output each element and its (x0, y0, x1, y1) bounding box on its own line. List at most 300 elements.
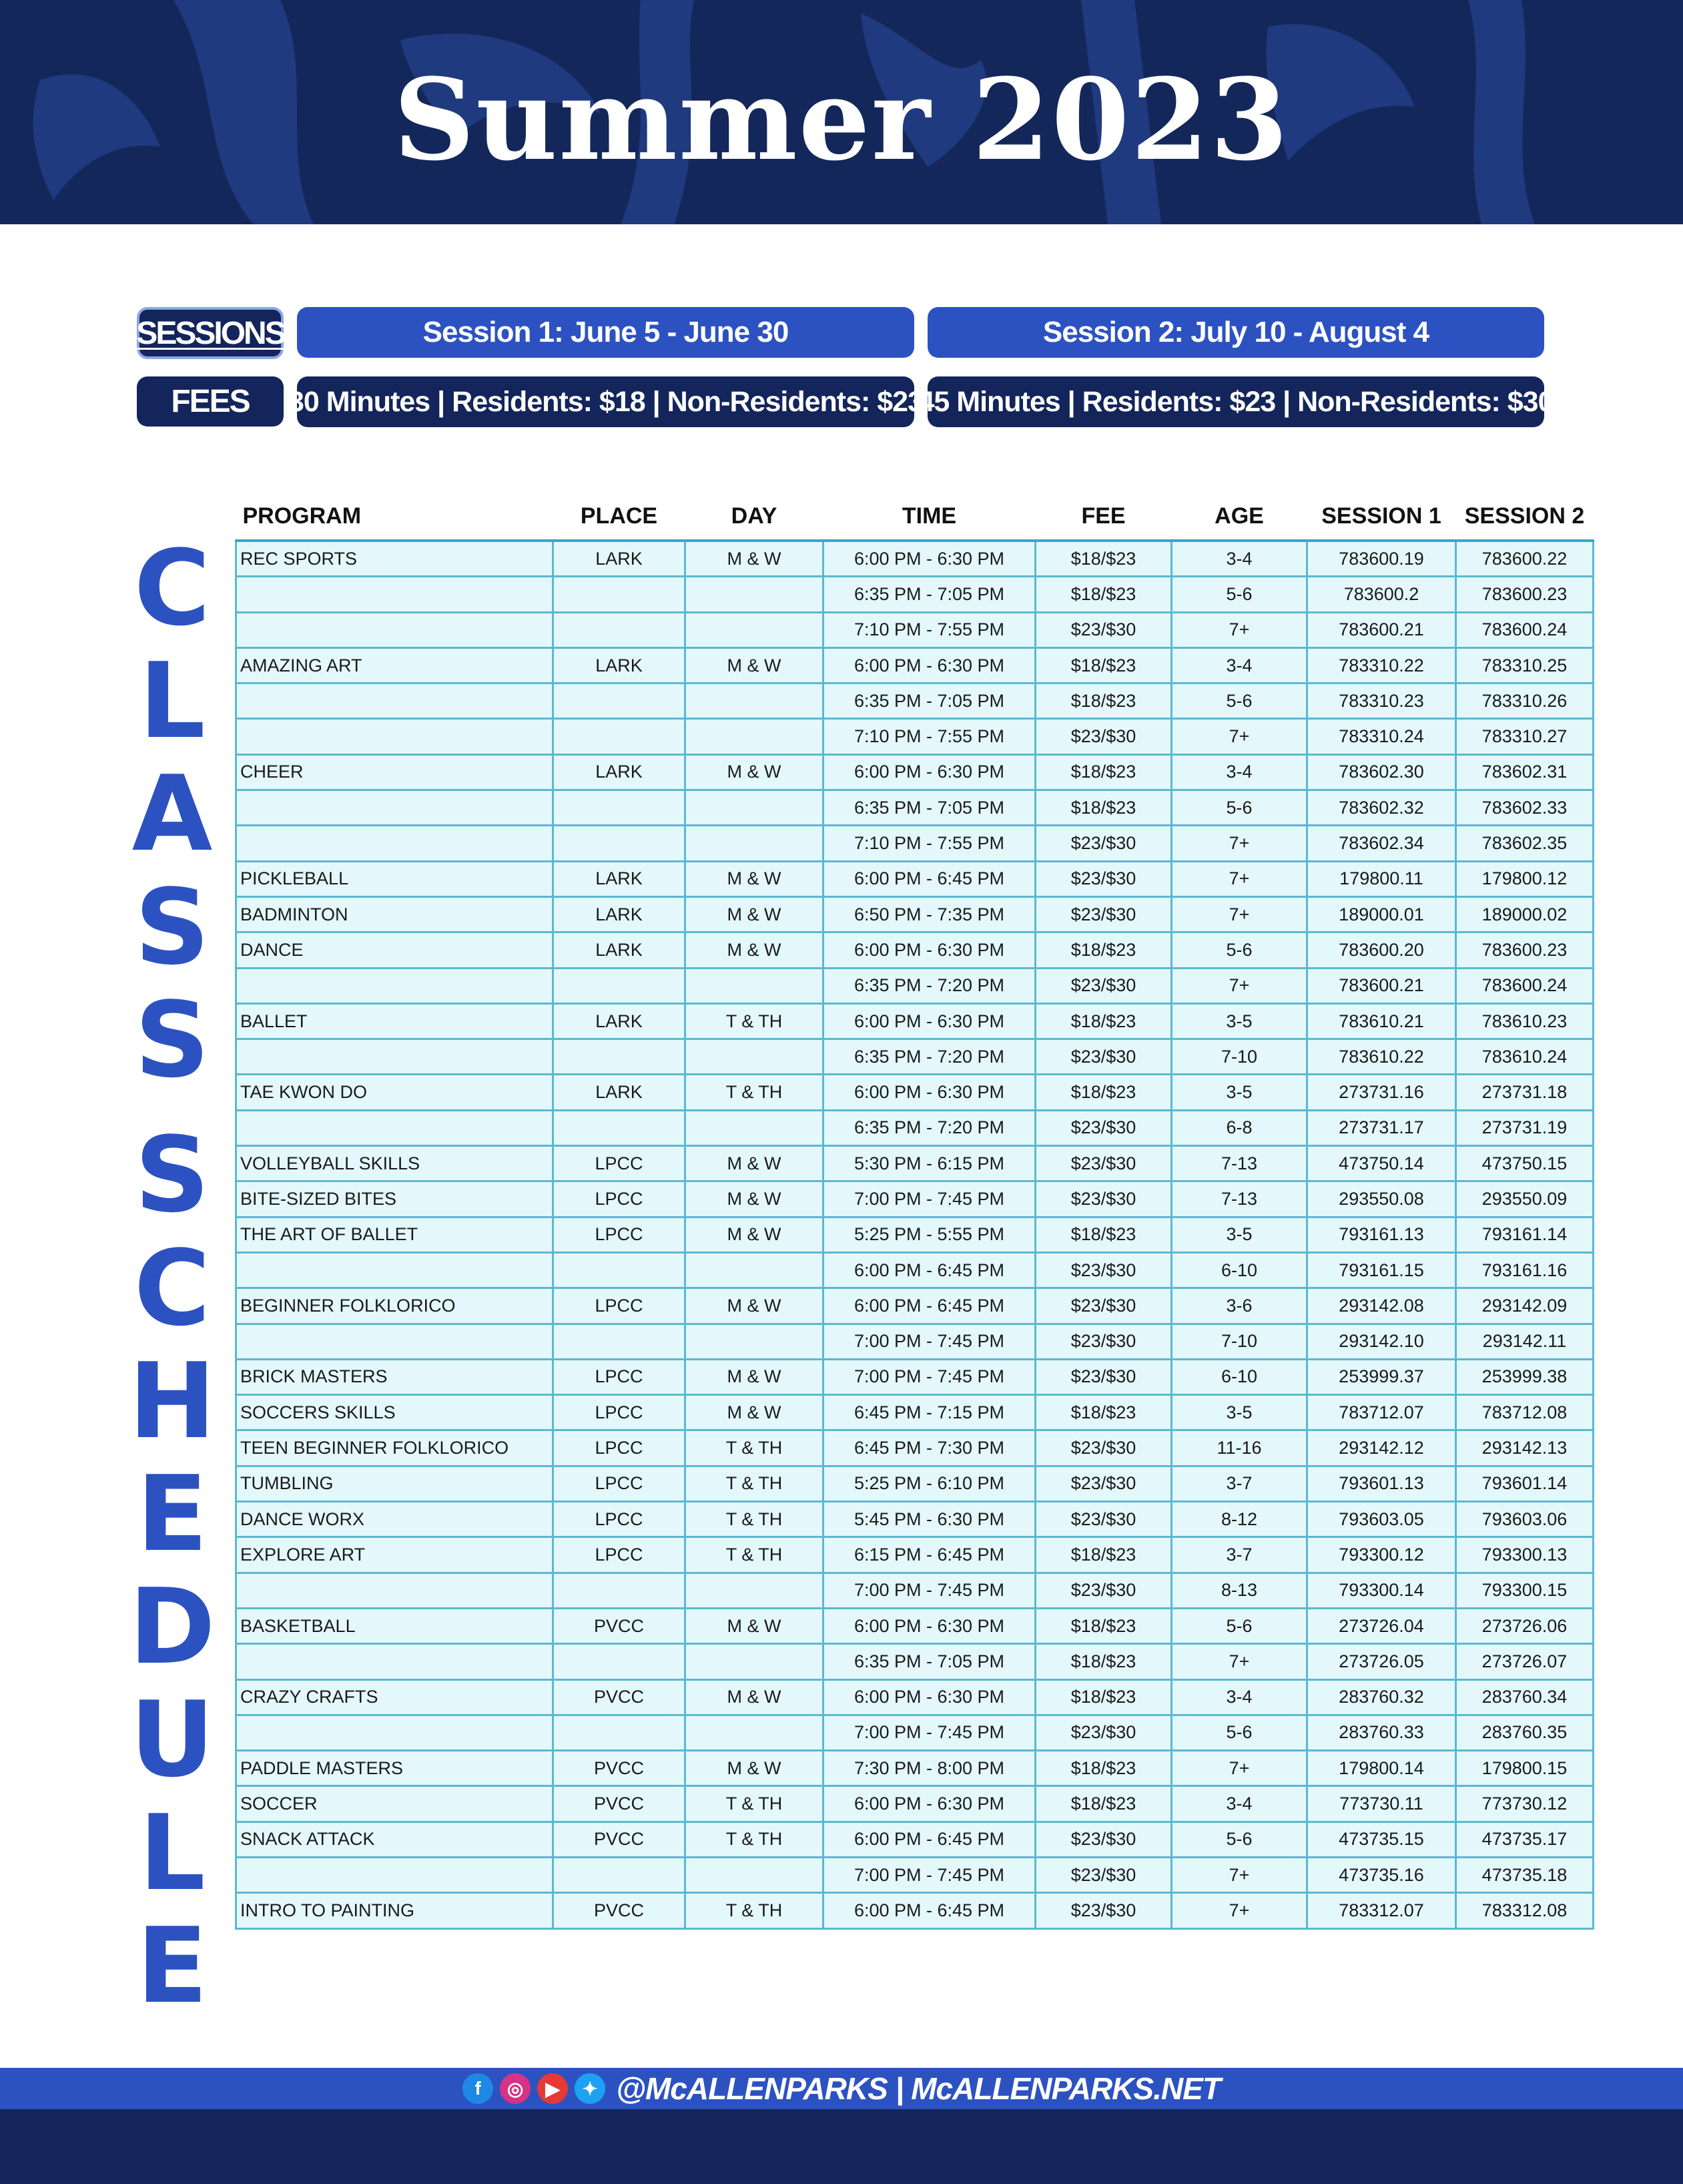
cell-age: 3-4 (1172, 1786, 1307, 1822)
cell-fee: $18/$23 (1036, 754, 1172, 790)
cell-session-1: 273726.04 (1307, 1608, 1456, 1643)
cell-place (553, 1573, 685, 1608)
vertical-title-letter: E (136, 1452, 208, 1575)
cell-session-2: 293142.13 (1456, 1430, 1594, 1466)
cell-session-2: 793300.15 (1456, 1573, 1594, 1608)
cell-session-1: 793161.15 (1307, 1252, 1456, 1288)
cell-session-2: 273726.07 (1456, 1644, 1594, 1679)
table-row (236, 968, 1594, 1003)
table-row (236, 612, 1594, 647)
cell-program: TEEN BEGINNER FOLKLORICO (236, 1430, 553, 1466)
cell-session-1: 783310.23 (1307, 684, 1456, 719)
table-row (236, 932, 1594, 968)
cell-time: 6:00 PM - 6:45 PM (823, 1893, 1036, 1928)
cell-time: 7:00 PM - 7:45 PM (823, 1359, 1036, 1394)
table-row (236, 790, 1594, 826)
cell-session-1: 793300.14 (1307, 1573, 1456, 1608)
cell-session-1: 793603.05 (1307, 1502, 1456, 1537)
cell-age: 6-10 (1172, 1252, 1307, 1288)
cell-session-2: 179800.15 (1456, 1751, 1594, 1786)
table-row (236, 1181, 1594, 1217)
cell-place: PVCC (553, 1751, 685, 1786)
cell-age: 3-4 (1172, 541, 1307, 577)
cell-age: 5-6 (1172, 790, 1307, 826)
cell-place: LARK (553, 932, 685, 968)
cell-day: M & W (685, 754, 823, 790)
cell-age: 7-10 (1172, 1324, 1307, 1359)
cell-age: 5-6 (1172, 1822, 1307, 1857)
column-header-session-2: SESSION 2 (1456, 493, 1594, 541)
cell-place: LPCC (553, 1146, 685, 1181)
cell-place: PVCC (553, 1608, 685, 1643)
cell-fee: $23/$30 (1036, 1822, 1172, 1857)
table-row (236, 826, 1594, 861)
cell-program (236, 1110, 553, 1145)
cell-place (553, 1644, 685, 1679)
cell-time: 6:00 PM - 6:30 PM (823, 932, 1036, 968)
cell-session-2: 783310.26 (1456, 684, 1594, 719)
cell-program (236, 684, 553, 719)
cell-time: 5:25 PM - 5:55 PM (823, 1217, 1036, 1252)
table-row (236, 1324, 1594, 1359)
column-header-day: DAY (685, 493, 823, 541)
cell-place: LPCC (553, 1181, 685, 1217)
cell-session-1: 773730.11 (1307, 1786, 1456, 1822)
cell-day: T & TH (685, 1430, 823, 1466)
cell-fee: $23/$30 (1036, 1857, 1172, 1892)
cell-day (685, 719, 823, 754)
cell-program: CHEER (236, 754, 553, 790)
cell-session-2: 783600.22 (1456, 541, 1594, 577)
cell-time: 6:45 PM - 7:15 PM (823, 1395, 1036, 1430)
cell-time: 6:00 PM - 6:45 PM (823, 1822, 1036, 1857)
table-row (236, 1502, 1594, 1537)
cell-session-2: 473735.18 (1456, 1857, 1594, 1892)
cell-day (685, 1715, 823, 1750)
cell-fee: $23/$30 (1036, 1573, 1172, 1608)
cell-time: 6:35 PM - 7:05 PM (823, 1644, 1036, 1679)
cell-session-1: 783600.21 (1307, 968, 1456, 1003)
cell-age: 7+ (1172, 612, 1307, 647)
cell-fee: $23/$30 (1036, 861, 1172, 896)
cell-program: VOLLEYBALL SKILLS (236, 1146, 553, 1181)
cell-program: BITE-SIZED BITES (236, 1181, 553, 1217)
table-row (236, 1751, 1594, 1786)
cell-program: SOCCERS SKILLS (236, 1395, 553, 1430)
cell-time: 5:25 PM - 6:10 PM (823, 1466, 1036, 1501)
cell-day (685, 612, 823, 647)
cell-day: T & TH (685, 1893, 823, 1928)
cell-time: 6:15 PM - 6:45 PM (823, 1537, 1036, 1573)
cell-age: 7+ (1172, 1644, 1307, 1679)
table-row (236, 1003, 1594, 1039)
vertical-title-letter: H (128, 1340, 216, 1462)
table-row (236, 754, 1594, 790)
cell-session-1: 793300.12 (1307, 1537, 1456, 1573)
cell-age: 3-7 (1172, 1466, 1307, 1501)
table-row (236, 1039, 1594, 1075)
cell-session-1: 283760.32 (1307, 1679, 1456, 1715)
table-row (236, 1537, 1594, 1573)
cell-session-1: 189000.01 (1307, 896, 1456, 932)
cell-time: 6:00 PM - 6:30 PM (823, 1003, 1036, 1039)
table-row (236, 1359, 1594, 1394)
cell-time: 6:00 PM - 6:45 PM (823, 861, 1036, 896)
cell-program: BEGINNER FOLKLORICO (236, 1288, 553, 1324)
session-2-banner: Session 2: July 10 - August 4 (928, 307, 1544, 358)
cell-place: LPCC (553, 1288, 685, 1324)
vertical-class-schedule-title (121, 527, 223, 2026)
cell-session-1: 293142.08 (1307, 1288, 1456, 1324)
column-header-program: PROGRAM (236, 493, 553, 541)
cell-session-1: 783600.2 (1307, 577, 1456, 612)
cell-place (553, 1110, 685, 1145)
cell-program: THE ART OF BALLET (236, 1217, 553, 1252)
table-row (236, 1075, 1594, 1110)
cell-time: 6:35 PM - 7:20 PM (823, 968, 1036, 1003)
cell-place (553, 968, 685, 1003)
cell-fee: $18/$23 (1036, 1679, 1172, 1715)
cell-time: 5:45 PM - 6:30 PM (823, 1502, 1036, 1537)
cell-age: 6-8 (1172, 1110, 1307, 1145)
cell-time: 7:30 PM - 8:00 PM (823, 1751, 1036, 1786)
vertical-title-letter: A (131, 753, 213, 875)
cell-time: 6:35 PM - 7:20 PM (823, 1110, 1036, 1145)
cell-time: 6:00 PM - 6:30 PM (823, 1679, 1036, 1715)
cell-age: 7+ (1172, 826, 1307, 861)
fee-30-minutes-banner: 30 Minutes | Residents: $18 | Non-Residents: $23 (297, 376, 914, 427)
cell-session-1: 293550.08 (1307, 1181, 1456, 1217)
table-body (236, 541, 1594, 1928)
table-row (236, 1252, 1594, 1288)
cell-program: CRAZY CRAFTS (236, 1679, 553, 1715)
cell-session-1: 783602.34 (1307, 826, 1456, 861)
cell-place (553, 577, 685, 612)
cell-session-1: 179800.14 (1307, 1751, 1456, 1786)
cell-day: M & W (685, 1395, 823, 1430)
cell-session-1: 783602.32 (1307, 790, 1456, 826)
cell-session-1: 793161.13 (1307, 1217, 1456, 1252)
facebook-icon[interactable]: f (462, 2073, 493, 2104)
cell-program: PADDLE MASTERS (236, 1751, 553, 1786)
cell-program (236, 719, 553, 754)
cell-day: M & W (685, 896, 823, 932)
cell-session-1: 783610.22 (1307, 1039, 1456, 1075)
cell-session-2: 783712.08 (1456, 1395, 1594, 1430)
cell-program (236, 1039, 553, 1075)
column-header-place: PLACE (553, 493, 685, 541)
class-schedule-table (235, 493, 1594, 1930)
cell-session-2: 293142.09 (1456, 1288, 1594, 1324)
cell-fee: $23/$30 (1036, 1502, 1172, 1537)
cell-age: 5-6 (1172, 1608, 1307, 1643)
cell-fee: $18/$23 (1036, 647, 1172, 683)
cell-fee: $23/$30 (1036, 1430, 1172, 1466)
cell-session-2: 253999.38 (1456, 1359, 1594, 1394)
cell-age: 3-4 (1172, 647, 1307, 683)
cell-session-1: 293142.12 (1307, 1430, 1456, 1466)
cell-day (685, 1644, 823, 1679)
cell-session-2: 293550.09 (1456, 1181, 1594, 1217)
cell-time: 6:35 PM - 7:05 PM (823, 790, 1036, 826)
cell-session-1: 283760.33 (1307, 1715, 1456, 1750)
cell-day: T & TH (685, 1537, 823, 1573)
cell-fee: $18/$23 (1036, 1751, 1172, 1786)
page-title: Summer 2023 (393, 53, 1290, 186)
cell-time: 6:00 PM - 6:30 PM (823, 1075, 1036, 1110)
cell-session-2: 783600.23 (1456, 932, 1594, 968)
cell-day: M & W (685, 647, 823, 683)
cell-place (553, 1857, 685, 1892)
table-row (236, 1786, 1594, 1822)
cell-program: AMAZING ART (236, 647, 553, 683)
cell-age: 7+ (1172, 719, 1307, 754)
footer-social-line (0, 2068, 1683, 2109)
cell-session-2: 283760.35 (1456, 1715, 1594, 1750)
cell-day: M & W (685, 1751, 823, 1786)
cell-place: LPCC (553, 1395, 685, 1430)
cell-session-2: 783600.23 (1456, 577, 1594, 612)
cell-fee: $23/$30 (1036, 612, 1172, 647)
cell-session-1: 783610.21 (1307, 1003, 1456, 1039)
cell-session-2: 273726.06 (1456, 1608, 1594, 1643)
cell-time: 6:00 PM - 6:30 PM (823, 647, 1036, 683)
cell-session-1: 253999.37 (1307, 1359, 1456, 1394)
cell-session-2: 793161.16 (1456, 1252, 1594, 1288)
cell-age: 7-13 (1172, 1146, 1307, 1181)
table-row (236, 1466, 1594, 1501)
cell-time: 6:00 PM - 6:30 PM (823, 1786, 1036, 1822)
table-row (236, 1573, 1594, 1608)
cell-day: T & TH (685, 1003, 823, 1039)
cell-program: DANCE WORX (236, 1502, 553, 1537)
cell-fee: $18/$23 (1036, 1608, 1172, 1643)
cell-session-2: 783610.24 (1456, 1039, 1594, 1075)
cell-session-2: 783310.25 (1456, 647, 1594, 683)
cell-session-2: 783600.24 (1456, 612, 1594, 647)
table-row (236, 1146, 1594, 1181)
cell-day (685, 684, 823, 719)
cell-session-1: 293142.10 (1307, 1324, 1456, 1359)
cell-day: M & W (685, 1288, 823, 1324)
cell-session-2: 783610.23 (1456, 1003, 1594, 1039)
table-row (236, 684, 1594, 719)
cell-day (685, 1857, 823, 1892)
cell-fee: $18/$23 (1036, 1217, 1172, 1252)
twitter-icon[interactable]: ✦ (575, 2073, 605, 2104)
cell-program (236, 1857, 553, 1892)
cell-place: PVCC (553, 1679, 685, 1715)
cell-day (685, 826, 823, 861)
cell-place: PVCC (553, 1893, 685, 1928)
cell-program (236, 1324, 553, 1359)
cell-session-2: 783310.27 (1456, 719, 1594, 754)
cell-fee: $18/$23 (1036, 790, 1172, 826)
cell-day: M & W (685, 932, 823, 968)
cell-place: LPCC (553, 1217, 685, 1252)
footer-handle-text[interactable]: @McALLENPARKS | McALLENPARKS.NET (616, 2071, 1221, 2106)
sessions-label: SESSIONS (137, 307, 284, 359)
cell-session-2: 293142.11 (1456, 1324, 1594, 1359)
cell-program (236, 826, 553, 861)
table-row (236, 1893, 1594, 1928)
cell-day (685, 1110, 823, 1145)
cell-fee: $18/$23 (1036, 1395, 1172, 1430)
instagram-icon[interactable]: ◎ (500, 2073, 531, 2104)
cell-age: 5-6 (1172, 577, 1307, 612)
cell-place (553, 612, 685, 647)
cell-program: TAE KWON DO (236, 1075, 553, 1110)
cell-day: M & W (685, 1608, 823, 1643)
cell-time: 7:10 PM - 7:55 PM (823, 719, 1036, 754)
table-row (236, 1715, 1594, 1750)
cell-program: BADMINTON (236, 896, 553, 932)
cell-age: 7+ (1172, 1751, 1307, 1786)
cell-session-1: 273731.17 (1307, 1110, 1456, 1145)
cell-session-2: 473750.15 (1456, 1146, 1594, 1181)
cell-fee: $23/$30 (1036, 1715, 1172, 1750)
cell-time: 7:10 PM - 7:55 PM (823, 612, 1036, 647)
cell-day: M & W (685, 1181, 823, 1217)
cell-day (685, 790, 823, 826)
cell-session-1: 783600.19 (1307, 541, 1456, 577)
table-row (236, 1395, 1594, 1430)
cell-fee: $23/$30 (1036, 1181, 1172, 1217)
table-row (236, 861, 1594, 896)
cell-fee: $23/$30 (1036, 1893, 1172, 1928)
cell-age: 8-13 (1172, 1573, 1307, 1608)
cell-place (553, 684, 685, 719)
cell-fee: $18/$23 (1036, 1786, 1172, 1822)
cell-place: LARK (553, 896, 685, 932)
cell-session-1: 273726.05 (1307, 1644, 1456, 1679)
cell-time: 6:45 PM - 7:30 PM (823, 1430, 1036, 1466)
fees-label: FEES (137, 376, 284, 427)
table-row (236, 1110, 1594, 1145)
cell-program: SNACK ATTACK (236, 1822, 553, 1857)
table-row (236, 719, 1594, 754)
cell-time: 6:00 PM - 6:45 PM (823, 1252, 1036, 1288)
cell-place: LPCC (553, 1537, 685, 1573)
cell-session-2: 793161.14 (1456, 1217, 1594, 1252)
table-row (236, 1430, 1594, 1466)
cell-age: 11-16 (1172, 1430, 1307, 1466)
cell-session-2: 773730.12 (1456, 1786, 1594, 1822)
cell-program: EXPLORE ART (236, 1537, 553, 1573)
cell-session-1: 793601.13 (1307, 1466, 1456, 1501)
cell-session-1: 783310.24 (1307, 719, 1456, 754)
cell-age: 3-7 (1172, 1537, 1307, 1573)
cell-time: 6:00 PM - 6:30 PM (823, 754, 1036, 790)
cell-session-2: 793601.14 (1456, 1466, 1594, 1501)
cell-place: LARK (553, 861, 685, 896)
social-icons (462, 2073, 605, 2104)
cell-place (553, 1252, 685, 1288)
vertical-title-letter: C (133, 527, 211, 649)
cell-age: 7+ (1172, 968, 1307, 1003)
cell-fee: $18/$23 (1036, 1075, 1172, 1110)
table-row (236, 1822, 1594, 1857)
cell-program: BASKETBALL (236, 1608, 553, 1643)
cell-time: 6:00 PM - 6:45 PM (823, 1288, 1036, 1324)
cell-time: 5:30 PM - 6:15 PM (823, 1146, 1036, 1181)
table-header-row (236, 493, 1594, 541)
cell-session-1: 273731.16 (1307, 1075, 1456, 1110)
cell-session-1: 473735.16 (1307, 1857, 1456, 1892)
vertical-title-letter: S (134, 979, 210, 1101)
cell-place: LARK (553, 754, 685, 790)
vertical-title-letter: S (134, 866, 210, 988)
cell-time: 6:35 PM - 7:20 PM (823, 1039, 1036, 1075)
cell-day: T & TH (685, 1502, 823, 1537)
cell-program: DANCE (236, 932, 553, 968)
cell-session-2: 283760.34 (1456, 1679, 1594, 1715)
table-row (236, 647, 1594, 683)
vertical-title-letter: U (129, 1679, 215, 1801)
cell-time: 6:50 PM - 7:35 PM (823, 896, 1036, 932)
cell-day: T & TH (685, 1466, 823, 1501)
cell-age: 3-4 (1172, 1679, 1307, 1715)
cell-place: LARK (553, 1003, 685, 1039)
cell-session-2: 783602.33 (1456, 790, 1594, 826)
cell-day (685, 577, 823, 612)
cell-time: 7:00 PM - 7:45 PM (823, 1181, 1036, 1217)
cell-age: 3-6 (1172, 1288, 1307, 1324)
cell-day: M & W (685, 1679, 823, 1715)
cell-place: PVCC (553, 1786, 685, 1822)
table-row (236, 577, 1594, 612)
cell-fee: $18/$23 (1036, 1644, 1172, 1679)
cell-day: M & W (685, 1217, 823, 1252)
vertical-title-letter: L (139, 1792, 206, 1914)
cell-place (553, 719, 685, 754)
cell-session-1: 783600.20 (1307, 932, 1456, 968)
cell-place: LPCC (553, 1359, 685, 1394)
cell-time: 6:35 PM - 7:05 PM (823, 577, 1036, 612)
vertical-title-letter: E (136, 1904, 208, 2026)
cell-place (553, 1324, 685, 1359)
cell-program (236, 1573, 553, 1608)
youtube-icon[interactable]: ▶ (537, 2073, 568, 2104)
session-1-banner: Session 1: June 5 - June 30 (297, 307, 914, 358)
cell-session-2: 783600.24 (1456, 968, 1594, 1003)
cell-day: T & TH (685, 1075, 823, 1110)
cell-session-2: 273731.19 (1456, 1110, 1594, 1145)
cell-program (236, 968, 553, 1003)
table-row (236, 1644, 1594, 1679)
cell-place: LARK (553, 541, 685, 577)
cell-session-1: 783310.22 (1307, 647, 1456, 683)
table-row (236, 1217, 1594, 1252)
cell-age: 7+ (1172, 1893, 1307, 1928)
cell-place (553, 1715, 685, 1750)
fee-45-minutes-banner: 45 Minutes | Residents: $23 | Non-Residents: $30 (928, 376, 1544, 427)
cell-fee: $18/$23 (1036, 932, 1172, 968)
cell-session-2: 783602.35 (1456, 826, 1594, 861)
table-row (236, 1679, 1594, 1715)
cell-time: 7:00 PM - 7:45 PM (823, 1857, 1036, 1892)
vertical-title-letter: S (134, 1114, 210, 1236)
cell-program: SOCCER (236, 1786, 553, 1822)
cell-program: INTRO TO PAINTING (236, 1893, 553, 1928)
cell-day (685, 1324, 823, 1359)
cell-place (553, 790, 685, 826)
cell-day: M & W (685, 1146, 823, 1181)
cell-age: 7+ (1172, 861, 1307, 896)
cell-age: 5-6 (1172, 1715, 1307, 1750)
column-header-time: TIME (823, 493, 1036, 541)
cell-fee: $23/$30 (1036, 1252, 1172, 1288)
